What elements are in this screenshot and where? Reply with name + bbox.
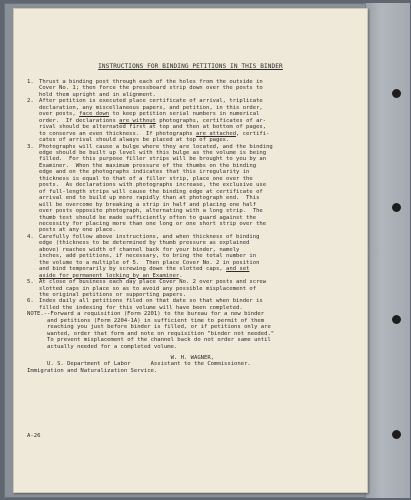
item-text: At close of business each day place Cover No. 2 over posts and screw slotted caps in place so as to avoid any possible misplacement of the original petitions or supporting papers. [39,279,267,298]
item-number: 3. [27,143,34,150]
item-text-part: to keep petition serial numbers in numerical order. If declarations [39,111,260,124]
item-text [39,234,363,279]
signature-block: W. H. WAGNER, U. S. Department of Labor Assistant to the Commissioner. Immigration and Naturalization Service. [27,355,251,374]
item-number: 6. [27,298,34,305]
item-text-part: photographs, certificates of ar- rival should be alternated first at top and then at bottom of pages, to conserve an even thickness. If photographs [39,117,267,137]
list-item [27,279,363,298]
item-text-part: , certifi- cates of arrival should always be placed at top of pages. [39,130,270,144]
binding-hole [392,203,401,212]
item-number: 4. [27,233,34,240]
list-item [27,144,363,234]
item-text-part: After petition is executed place certificate of arrival, triplicate declaration, any miscellaneous papers, and petition, in this order, over posts, [39,98,263,118]
binding-hole [392,315,401,324]
item-text-part: Carefully follow above instructions, and when thickness of binding edge (thickness to be determined by thumb pressure as explained above) reaches width of channel back for your binder, namely inches, add petitions, if necessary, to bring the total number in the volume to a multiple of 5. Then place Cover No. 2 in position and bind temporarily by screwing down the slotted caps, [39,233,260,273]
underlined-phrase: and set aside for permanent locking by an Examiner [39,266,250,279]
instructions-list [27,79,363,374]
underlined-phrase: are attached [195,130,237,137]
underlined-phrase: face down [79,111,110,118]
item-number: 2. [27,98,34,105]
item-number: 5. [27,279,34,286]
item-text: Index daily all petitions filed on that date so that when binder is filled the indexing for this volume will have been completed. [39,298,263,311]
list-item [27,98,363,143]
form-code: A-26 [27,433,41,439]
binding-hole [392,430,401,439]
list-item [27,298,363,311]
item-number: 1. [27,79,34,85]
binder-spine-strip [365,3,410,498]
instruction-sheet [13,8,368,493]
underlined-phrase: are without [119,117,156,124]
item-text: Thrust a binding post through each of the holes from the outside in Cover No. 1; then force the pressboard strip down over the posts to hold them upright and in alignment. [39,79,263,98]
page-title: INSTRUCTIONS FOR BINDING PETITIONS IN THIS BINDER [98,63,283,70]
note-paragraph: NOTE.--Forward a requisition (Form 2201) to the bureau for a new binder and petitions (Form 2204-1A) in sufficient time to permit of them reaching you just before binder is filled, or if petitions only are wanted, order that form and note on requisition "binder not needed." To prevent misplacement of the channel back do not order same until actually needed for a completed volume. [27,311,275,350]
item-text-part: . [179,272,183,279]
item-text [39,98,363,143]
item-text: Photographs will cause a bulge where they are located, and the binding edge should be built up level with this bulge as the volume is being filled. For this purpose filler strips will be brought to you by an Examiner. When the maximum pressure of the thumbs on the binding edge and on the photographs indicates that this irregularity in thickness is equal to that of a filler strip, place one over the posts. As declarations with photographs increase, the exclusive use of full-length strips will cause the binding edge at certificate of arrival end to build up more rapidly than at photograph end. This will be overcome by breaking a strip in half and placing one half over posts opposite photograph, alternating with a long strip. The thumb test should be made sufficiently often to guard against the necessity for placing more than one long or one short strip over the posts at any one place. [39,143,273,234]
binding-hole [392,89,401,98]
list-item [27,79,363,98]
list-item [27,234,363,279]
